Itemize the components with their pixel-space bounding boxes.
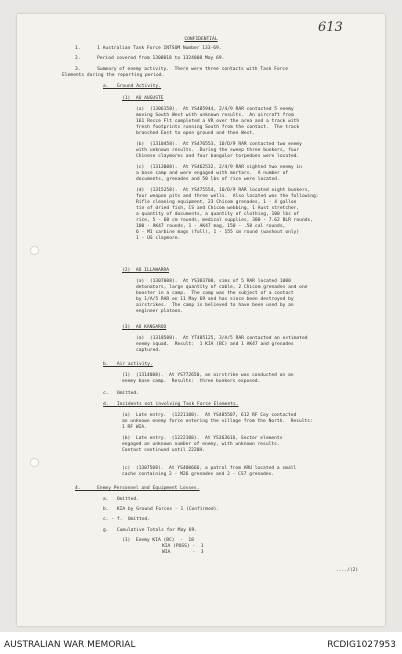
doc-line: Rifle cleaning equipment, 23 Chicom grenades, 1 - 4 gallon [136, 200, 297, 205]
doc-line: with unknown results. During the sweep three bunkers, four [136, 148, 300, 153]
doc-line: 1. 1 Australian Task Force INTSUM Number 133-69. [75, 46, 222, 51]
doc-line: 161 Recce Flt completed a VR over the area and a track with [136, 119, 300, 124]
doc-line: by 1/A/5 RAR on 11 May 69 and has since been destroyed by [136, 297, 294, 302]
section-heading: a. Ground Activity. [103, 84, 162, 89]
doc-line: (1) Enemy KIA (BC) - 18 [122, 538, 194, 543]
punch-hole-bottom [30, 458, 39, 467]
doc-line: 2. Period covered from 1300018 to 1324008 May 69. [75, 56, 225, 61]
doc-line: engineer platoon. [136, 309, 184, 314]
doc-line: (b) (1310458). At YS476553, 10/D/9 RAR contacted two enemy [136, 142, 302, 147]
doc-line: 3. Summary of enemy activity. There were three contacts with Task Force [75, 67, 288, 72]
doc-line: booster in a camp. The camp was the subject of a contact [136, 291, 294, 296]
footer-id: RCDIG1027953 [327, 640, 396, 650]
doc-line: four weapon pits and three wells. Also located was the following: [136, 194, 319, 199]
doc-line: a base camp and were engaged with mortars. A number of [136, 171, 289, 176]
ao-heading: (2) AO ILLAWARRA [122, 268, 170, 273]
doc-line: (a) Late entry. (1221108). At YS485507, 612 RF Coy contacted [122, 413, 297, 418]
doc-line: moving South West with unknown results. An aircraft from [136, 113, 294, 118]
continuation-marker: ..../(2) [336, 568, 359, 573]
doc-line: KIA (POSS) - 1 [162, 544, 204, 549]
handwritten-page-number: 613 [318, 20, 343, 35]
footer-bar [0, 632, 402, 654]
doc-line: g. Cumulative Totals for May 69. [103, 528, 198, 533]
doc-line: an unknown enemy force entering the village from the North. Results: [122, 419, 313, 424]
doc-line: b. KIA by Ground Forces - 1 (Confirmed). [103, 507, 220, 512]
doc-line: engaged an unknown number of enemy, with unknown results. [122, 442, 280, 447]
doc-line: 1 RF WIA. [122, 425, 147, 430]
footer-source: AUSTRALIAN WAR MEMORIAL [4, 640, 136, 650]
doc-line: (d) (1315258). At YS475554, 10/D/9 RAR located eight bunkers, [136, 188, 311, 193]
doc-line: captured. [136, 348, 161, 353]
doc-line: enemy squad. Result: 1 KIA (BC) and 1 AK47 and grenades [136, 342, 294, 347]
doc-line: rice, 5 - 60 cm rounds, medical supplies, 300 - 7.62 BLR rounds, [136, 218, 314, 223]
doc-line: detonators, large quantity of cable, 2 Chicom grenades and one [136, 285, 308, 290]
section-heading: 4. Enemy Personnel and Equipment Losses. [75, 486, 200, 491]
doc-line: branched East to open ground and then West. [136, 131, 255, 136]
doc-line: (1) (1314008). At YS772650, an airstrike was conducted on an [122, 373, 294, 378]
doc-line: 1 - US claymore. [136, 236, 181, 241]
doc-line: cache containing 2 - M26 grenades and 2 - CS7 grenades. [122, 472, 275, 477]
section-heading: d. Incidents not involving Task Force Elements. [103, 402, 239, 407]
doc-line: (c) (1313008). At YS462532, 2/4/9 RAR sighted two enemy in [136, 165, 302, 170]
doc-line: tin of dried fish, CS and Chicom webbing, 1 Aust stretcher, [136, 206, 300, 211]
doc-line: c. - f. Omitted. [103, 517, 151, 522]
doc-line: (a) (1306158). At YS485944, 2/4/9 RAR contacted 5 enemy [136, 107, 294, 112]
doc-line: c. Omitted. [103, 391, 139, 396]
doc-line: (a) (1318508). At YT485125, 3/A/5 RAR contacted an estimated [136, 336, 308, 341]
doc-line: a. Omitted. [103, 497, 139, 502]
doc-line: enemy base camp. Results: three bunkers exposed. [122, 379, 261, 384]
doc-line: (b) Late entry. (1222108). At YS363616, Sector elements [122, 436, 283, 441]
document-sheet [17, 14, 385, 626]
doc-line: 100 - AK47 rounds, 1 - AK47 mag, 150 - .50 cal rounds, [136, 224, 286, 229]
doc-line: a quantity of documents, a quantity of clothing, 100 lbs of [136, 212, 300, 217]
punch-hole-top [30, 246, 39, 255]
doc-line: WIA - 3 [162, 550, 204, 555]
doc-line: Elements during the reporting period. [62, 73, 165, 78]
doc-line: airstrikes. The camp is believed to have been used by an [136, 303, 294, 308]
doc-line: Contact continued until 2220H. [122, 448, 205, 453]
doc-line: (a) (1307008). At YS303700, sims of 5 RAR located 1000 [136, 279, 291, 284]
ao-heading: (1) AO AUGUSTE [122, 96, 164, 101]
classification-heading: CONFIDENTIAL [184, 37, 218, 42]
doc-line: (c) (1307508). At YS400666, a patrol from ARU located a small [122, 466, 297, 471]
section-heading: b. Air activity. [103, 362, 153, 367]
doc-line: Chinese claymores and four bangalor torpedoes were located. [136, 154, 300, 159]
doc-line: documents, grenades and 50 lbs of rice were located. [136, 177, 280, 182]
doc-line: 6 - M1 carbine mags (full), 1 - 155 cm round (washout only) [136, 230, 300, 235]
ao-heading: (3) AO KANGAROO [122, 325, 167, 330]
doc-line: fresh footprints running South from the contact. The track [136, 125, 300, 130]
